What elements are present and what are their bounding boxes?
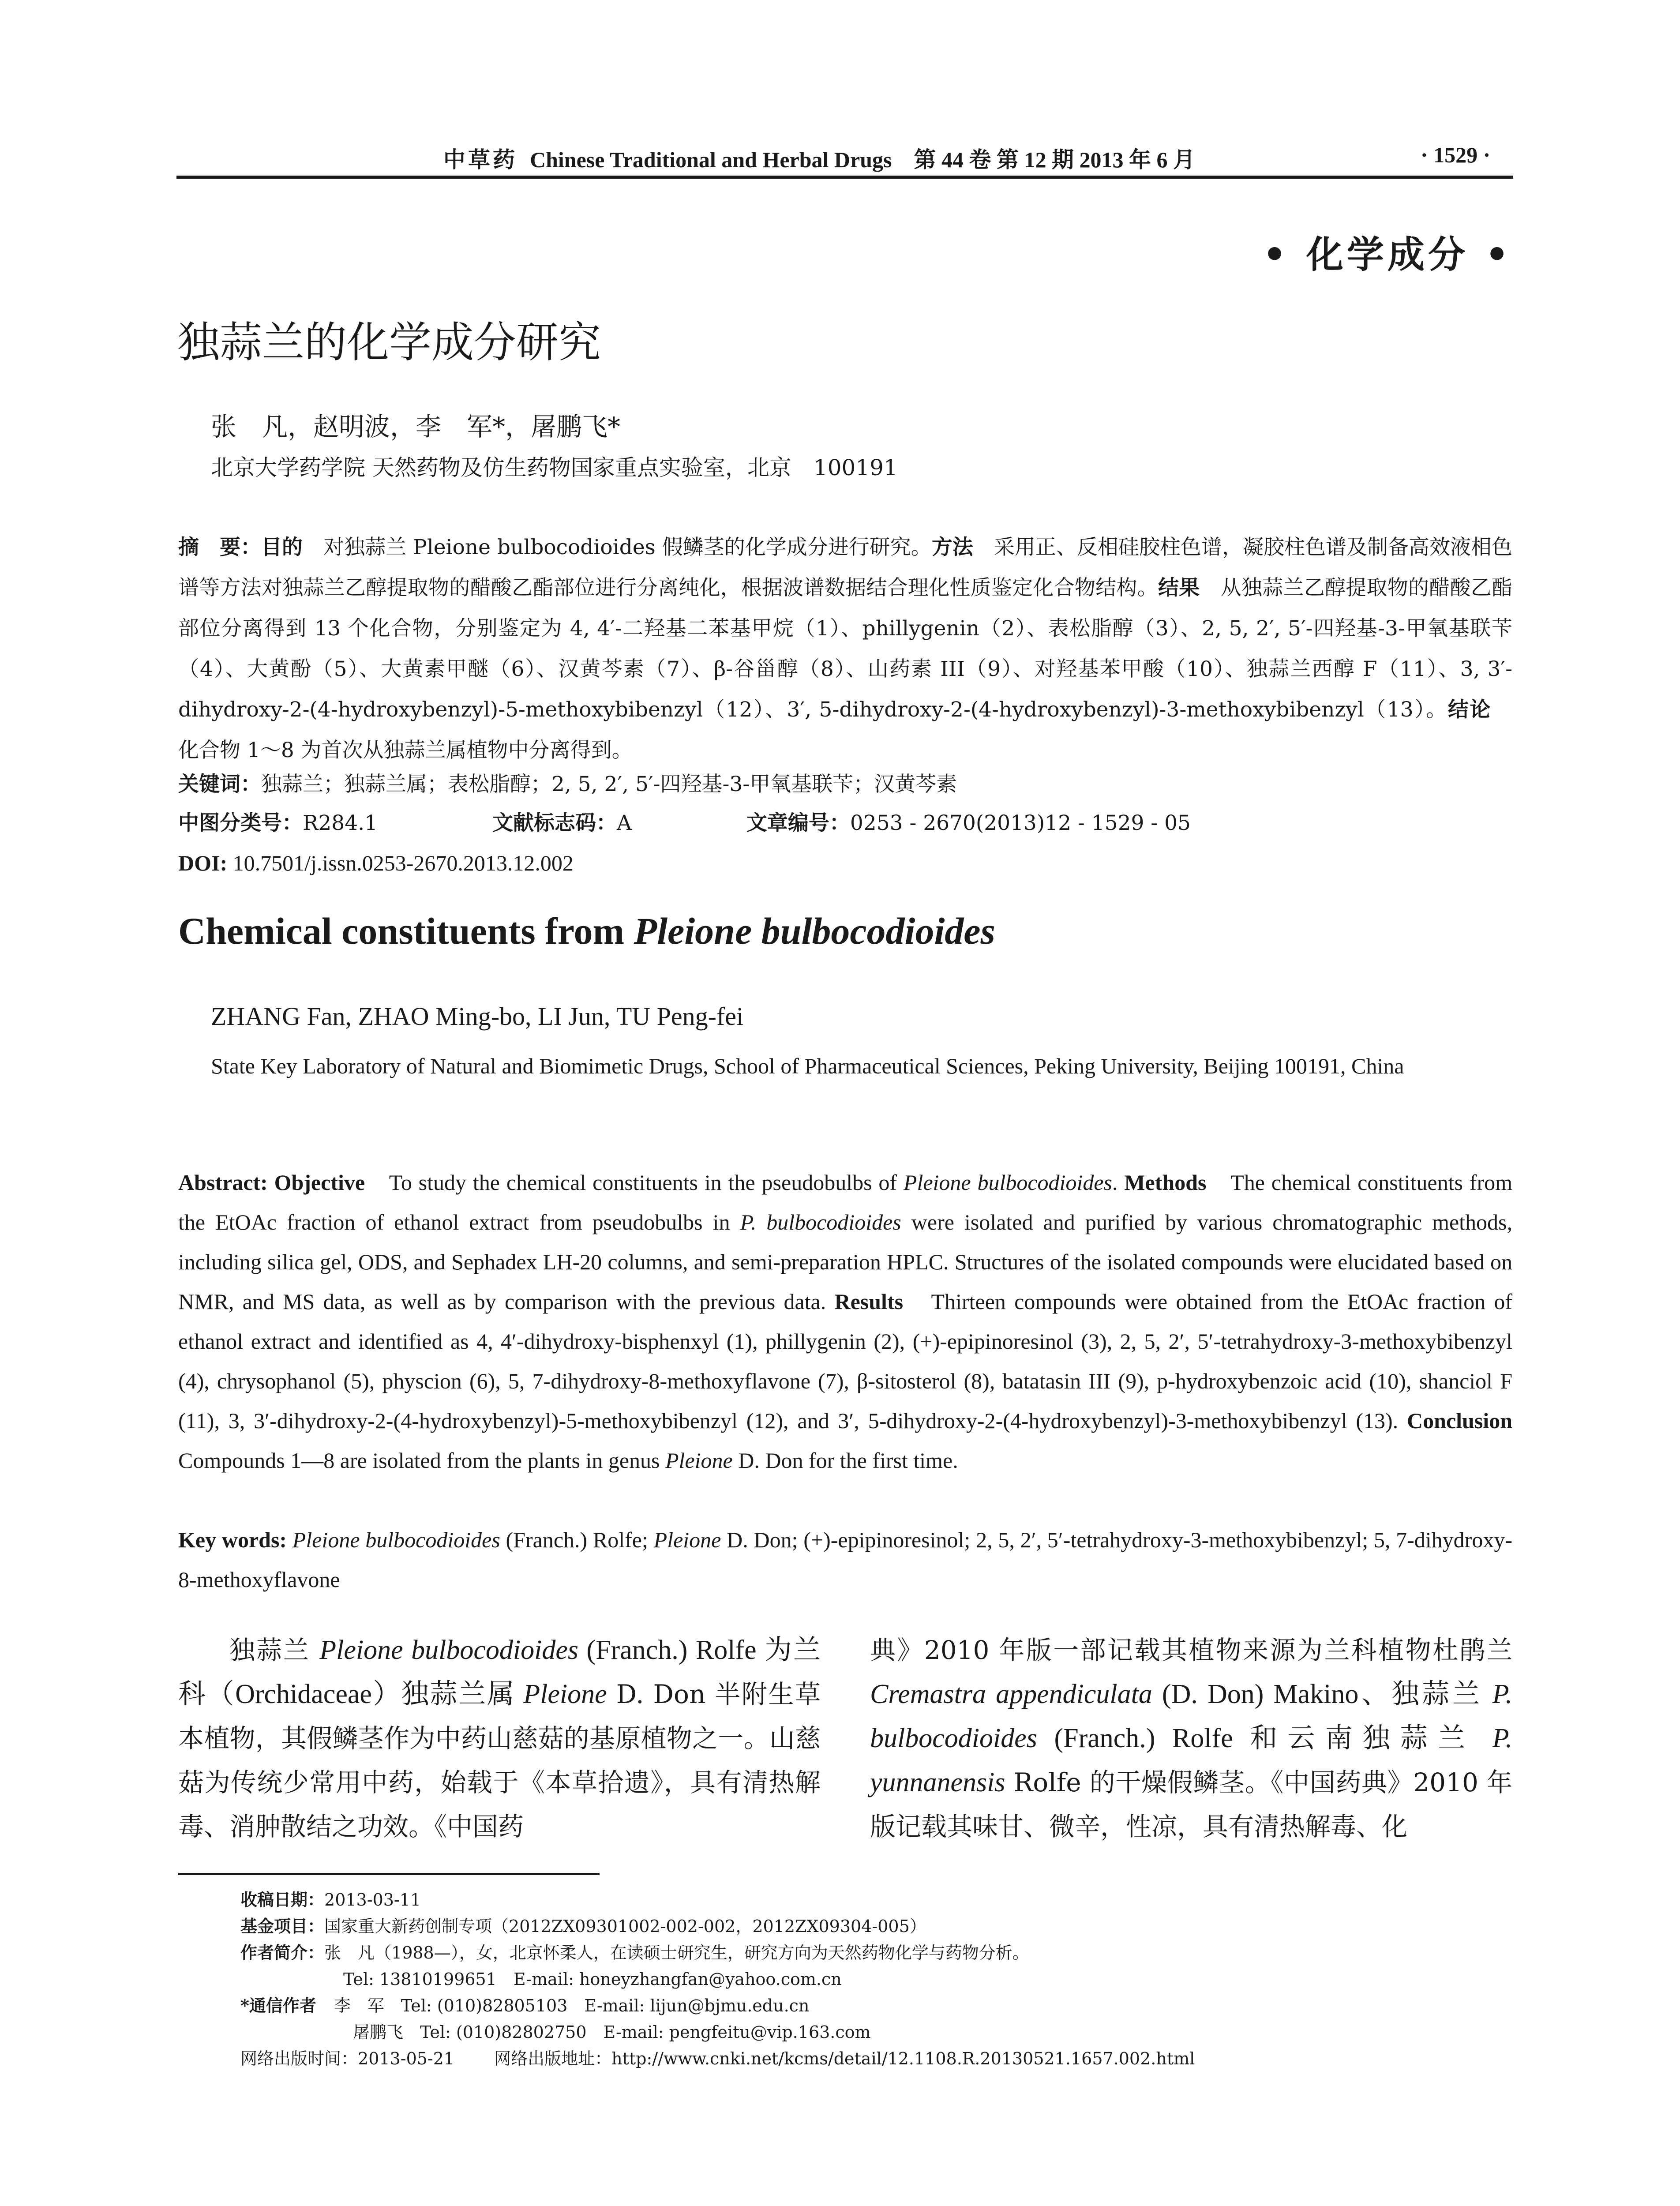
footnote-fund	[240, 1913, 926, 1937]
body-right-2: Cremastra appendiculata	[870, 1679, 1152, 1709]
results-label-en: Results	[834, 1289, 904, 1314]
author-label: 作者简介：	[240, 1943, 325, 1962]
corr-author-1: 李 军 Tel: (010)82805103 E-mail: lijun@bjmu.edu.cn	[334, 1996, 810, 2015]
journal-name-cn: 中草药	[443, 146, 518, 173]
keywords-label-en: Key words:	[178, 1527, 292, 1552]
methods-label-cn: 方法	[931, 535, 973, 559]
conclusion-label-en: Conclusion	[1407, 1408, 1512, 1433]
footnote-received	[240, 1886, 421, 1910]
keywords-cn	[178, 764, 1512, 805]
footnote-author	[240, 1939, 1029, 1963]
corr-label: *通信作者	[240, 1996, 316, 2015]
online-time: 2013-05-21	[358, 2049, 455, 2068]
author-text: 张 凡（1988—），女，北京怀柔人，在读硕士研究生，研究方向为天然药物化学与药物分析。	[324, 1943, 1029, 1962]
online-time-label: 网络出版时间：	[240, 2049, 358, 2068]
title-cn: 独蒜兰的化学成分研究	[177, 318, 601, 367]
footnote-corresponding	[240, 1992, 809, 2016]
journal-info: Chinese Traditional and Herbal Drugs 第 44 卷 第 12 期 2013 年 6 月	[530, 147, 1195, 172]
methods-label-en: Methods	[1124, 1170, 1207, 1195]
methods-en: The chemical constituents from the EtOAc fraction of ethanol extract from pseudobulbs in	[178, 1170, 1512, 1234]
results-en: Thirteen compounds were obtained from the EtOAc fraction of ethanol extract and identified as 4, 4′-dihydroxy-bisphenxyl (1), phillygenin (2), (+)-epipinoresinol (3), 2, 5, 2′, 5′-tetrahydroxy-3-methoxybibenzyl (4), chrysophanol (5), physcion (6), 5, 7-dihydroxy-8-methoxyflavone (7), β-sitosterol (8), batatasin III (9), p-hydroxybenzoic acid (10), shanciol F (11), 3, 3′-dihydroxy-2-(4-hydroxybenzyl)-5-methoxybibenzyl (12), and 3′, 5-dihydroxy-2-(4-hydroxybenzyl)-3-methoxybibenzyl (13).	[178, 1289, 1512, 1433]
body-right-7: Rolfe 的干燥假鳞茎。《中国药典》2010 年版记载其味甘、微辛，性凉，具有清热解毒、化	[870, 1767, 1512, 1842]
running-header	[443, 142, 1195, 174]
abstract-en-label: Abstract:	[178, 1170, 274, 1195]
conclusion-genus-en: Pleione	[665, 1448, 733, 1473]
results-label-cn: 结果	[1158, 576, 1200, 600]
articleno-label: 文章编号：	[746, 811, 850, 835]
keywords-en-3: Pleione	[653, 1527, 721, 1552]
page-number: · 1529 ·	[1421, 143, 1491, 167]
body-left-2: Pleione bulbocodioides	[319, 1635, 578, 1665]
methods-cn: 采用正、反相硅胶柱色谱，凝胶柱色谱及制备高效液相色谱等方法对独蒜兰乙醇提取物的醋酸乙酯部位进行分离纯化，根据波谱数据结合理化性质鉴定化合物结构。	[178, 535, 1513, 600]
body-column-right	[870, 1628, 1512, 1849]
authors-cn: 张 凡，赵明波，李 军*，屠鹏飞*	[211, 412, 621, 442]
objective-en: To study the chemical constituents in the pseudobulbs of	[365, 1170, 904, 1195]
conclusion-label-cn: 结论	[1448, 698, 1492, 722]
results-cn: 从独蒜兰乙醇提取物的醋酸乙酯部位分离得到 13 个化合物，分别鉴定为 4, 4′-二羟基二苯基甲烷（1）、phillygenin（2）、表松脂醇（3）、2, 5, 2′, 5′-四羟基-3-甲氧基联苄（4）、大黄酚（5）、大黄素甲醚（6）、汉黄芩素（7）、β-谷甾醇（8）、山药素 III（9）、对羟基苯甲酸（10）、独蒜兰西醇 F（11）、3, 3′-dihydroxy-2-(4-hydroxybenzyl)-5-methoxybibenzyl（12）、3′, 5-dihydroxy-2-(4-hydroxybenzyl)-3-methoxybibenzyl（13）。	[178, 576, 1513, 722]
body-column-left	[178, 1628, 821, 1849]
conclusion-cn: 化合物 1～8 为首次从独蒜兰属植物中分离得到。	[178, 698, 1512, 762]
conclusion-en: Compounds 1—8 are isolated from the plants in genus	[178, 1448, 666, 1473]
body-right-6: P. yunnanensis	[870, 1723, 1512, 1797]
doccode-label: 文献标志码：	[492, 811, 617, 835]
footnote-corresponding-2: 屠鹏飞 Tel: (010)82802750 E-mail: pengfeitu@vip.163.com	[353, 2022, 871, 2042]
body-right-4: P. bulbocodioides	[870, 1679, 1512, 1753]
clc-value: R284.1	[303, 811, 378, 835]
authors-en: ZHANG Fan, ZHAO Ming-bo, LI Jun, TU Peng-fei	[211, 1002, 744, 1031]
body-left-5: D. Don 半附生草本植物，其假鳞茎作为中药山慈菇的基原植物之一。山慈菇为传统少常用中药，始载于《本草拾遗》，具有清热解毒、消肿散结之功效。《中国药	[178, 1679, 821, 1842]
header-rule	[176, 176, 1513, 179]
received-date: 2013-03-11	[324, 1890, 421, 1910]
fund-label: 基金项目：	[240, 1916, 325, 1936]
objective-en-end: .	[1112, 1170, 1125, 1195]
body-left-1: 独蒜兰	[229, 1635, 320, 1665]
keywords-en-2: (Franch.) Rolfe;	[500, 1527, 654, 1552]
doi-label: DOI:	[178, 851, 228, 875]
keywords-text-cn: 独蒜兰；独蒜兰属；表松脂醇；2, 5, 2′, 5′-四羟基-3-甲氧基联苄；汉黄芩素	[261, 772, 957, 796]
affiliation-en: State Key Laboratory of Natural and Biomimetic Drugs, School of Pharmaceutical Sciences, Peking University, Beijing 100191, China	[211, 1054, 1404, 1078]
title-en	[178, 909, 995, 953]
footnote-rule	[178, 1873, 600, 1875]
keywords-label-cn: 关键词：	[178, 772, 261, 796]
objective-label-cn: 目的	[261, 535, 303, 559]
objective-cn: 对独蒜兰 Pleione bulbocodioides 假鳞茎的化学成分进行研究。	[303, 535, 932, 559]
keywords-en	[178, 1520, 1512, 1599]
keywords-en-1: Pleione bulbocodioides	[292, 1527, 500, 1552]
title-en-prefix: Chemical constituents from	[178, 910, 634, 952]
body-right-3: (D. Don) Makino、独蒜兰	[1152, 1679, 1492, 1709]
objective-label-en: Objective	[274, 1170, 365, 1195]
doi-line	[178, 843, 1512, 883]
body-left-3: (Franch.) Rolfe 为兰科（Orchidaceae）独蒜兰属	[178, 1635, 821, 1709]
body-left-4: Pleione	[523, 1679, 607, 1709]
keywords-en-4: D. Don; (+)-epipinoresinol; 2, 5, 2′, 5′-tetrahydroxy-3-methoxybibenzyl; 5, 7-dihydroxy-8-methoxyflavone	[178, 1527, 1512, 1592]
objective-species-en: Pleione bulbocodioides	[903, 1170, 1112, 1195]
articleno-value: 0253 - 2670(2013)12 - 1529 - 05	[850, 811, 1191, 835]
conclusion-en-end: D. Don for the first time.	[732, 1448, 958, 1473]
online-addr-label: 网络出版地址：	[494, 2049, 612, 2068]
doccode-value: A	[616, 811, 632, 835]
affiliation-cn: 北京大学药学院 天然药物及仿生药物国家重点实验室，北京 100191	[211, 455, 898, 480]
doi-value: 10.7501/j.issn.0253-2670.2013.12.002	[227, 851, 574, 875]
clc-label: 中图分类号：	[178, 811, 303, 835]
body-right-5: (Franch.) Rolfe 和云南独蒜兰	[1037, 1723, 1492, 1753]
section-label: • 化学成分 •	[1263, 233, 1512, 276]
classification-line	[178, 803, 1512, 844]
methods-en-end: were isolated and purified by various chromatographic methods, including silica gel, ODS, and Sephadex LH-20 columns, and semi-preparation HPLC. Structures of the isolated compounds were elucidated based on NMR, and MS data, as well as by comparison with the previous data.	[178, 1210, 1512, 1314]
title-en-species: Pleione bulbocodioides	[634, 910, 995, 952]
footnote-author-contact: Tel: 13810199651 E-mail: honeyzhangfan@yahoo.com.cn	[343, 1970, 842, 1989]
body-right-1: 典》2010 年版一部记载其植物来源为兰科植物杜鹃兰	[870, 1635, 1512, 1665]
abstract-en	[178, 1163, 1512, 1480]
methods-species-en: P. bulbocodioides	[740, 1210, 901, 1234]
fund-text: 国家重大新药创制专项（2012ZX09301002-002-002，2012ZX09304-005）	[324, 1917, 926, 1936]
online-addr: http://www.cnki.net/kcms/detail/12.1108.R.20130521.1657.002.html	[611, 2049, 1195, 2068]
abstract-cn	[178, 527, 1512, 771]
abstract-cn-label: 摘 要：	[178, 535, 262, 559]
received-label: 收稿日期：	[240, 1890, 325, 1910]
footnote-online	[240, 2045, 1195, 2069]
